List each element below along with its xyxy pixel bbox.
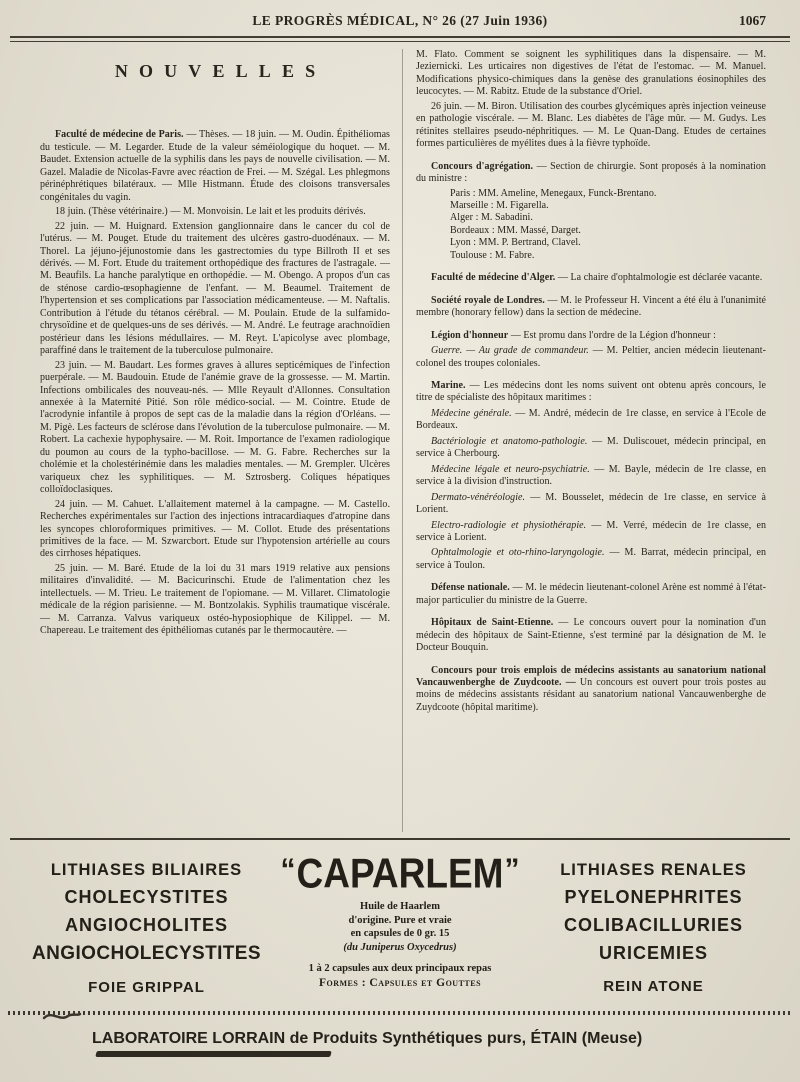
paragraph-text: — M. Bayle, médecin de 1re classe, en service à la division d'instruction. <box>416 463 767 488</box>
paragraph <box>416 464 766 489</box>
journal-title: LE PROGRÈS MÉDICAL, N° 26 (27 Juin 1936) <box>252 13 548 28</box>
paragraph <box>416 101 766 151</box>
left-column <box>40 49 403 832</box>
paragraph-lead: Médecine générale. <box>431 407 512 419</box>
laboratory-footer <box>0 1015 800 1057</box>
ad-indication: URICEMIES <box>598 943 708 963</box>
laboratory-line: LABORATOIRE LORRAIN de Produits Synthétiques purs, ÉTAIN (Meuse) <box>92 1030 643 1047</box>
ad-center <box>279 850 521 989</box>
paragraph <box>40 129 390 204</box>
paragraph <box>40 221 390 358</box>
paragraph <box>416 617 766 654</box>
paragraph <box>40 499 390 561</box>
paragraph-lead: Dermato-vénéréologie. <box>431 491 526 503</box>
ad-description-line: Huile de Haarlem <box>360 901 440 912</box>
paragraph-text: — M. Duliscouet, médecin principal, en service à Cherbourg. <box>416 435 766 460</box>
page-header <box>0 0 800 33</box>
footer-ornament <box>95 1051 331 1057</box>
ad-description <box>279 900 521 954</box>
paragraph <box>416 520 766 545</box>
paragraph <box>416 161 766 186</box>
paragraph <box>40 360 390 497</box>
article-columns <box>0 42 800 832</box>
right-paragraphs <box>416 49 766 714</box>
ad-right-indications <box>521 854 786 1002</box>
ad-indication: LITHIASES RENALES <box>560 861 747 879</box>
paragraph-text: — M. le Professeur H. Vincent a été élu à l'unanimité membre (honorary fellow) dans la section de médecine. <box>416 294 767 319</box>
paragraph-lead: Bactériologie et anatomo-pathologie. <box>431 435 588 447</box>
paragraph-text: Marseille : M. Figarella. <box>450 199 549 211</box>
paragraph-text: — Est promu dans l'ordre de la Légion d'honneur : <box>508 329 716 341</box>
flourish-ornament <box>42 1010 82 1022</box>
paragraph-text: 23 juin. — M. Baudart. Les formes graves à allures septicémiques de l'infection puerpérale. — M. Baudouin. Etude de l'anémie grave de la grossesse. — M. Martin. Infections ombilicales des nouveau-nés. — Mlle Reyault d'Allonnes. Consultation annexée à la Maternité Pitié. Son rôle médico-social. — M. Cointre. Etude de l'acrodynie infantile à propos de sept cas de la maladie dans la région d'Orléans. — M. Pigè. Les facteurs de sclérose dans l'évolution de la tuberculose pulmonaire. — M. Robert. La cachexie hypophysaire. — M. Roit. Importance de l'examen radiologique du poumon au cours de la typho-bacillose. — M. G. Fabre. Recherches sur la cholémie et la cholestérinémie dans les maladies mentales. — M. Grempler. Ulcères variqueux chez les syphilitiques. — M. Sztrosberg. Coliques hépatiques colloïdoclasiques. <box>40 359 390 496</box>
paragraph-lead: Concours pour trois emplois de médecins assistants au sanatorium national Vancauwenberghe de Zuydcoote. — <box>416 664 766 689</box>
paragraph-lead: Guerre. — Au grade de commandeur. <box>431 345 589 357</box>
paragraph <box>416 330 766 342</box>
paragraph <box>416 295 766 320</box>
paragraph-text: 26 juin. — M. Biron. Utilisation des courbes glycémiques après injection veineuse en pathologie viscérale. — M. Blanc. Les diabètes de l'âge mûr. — M. Gudys. Les rétinites stellaires pseudo-néphritiques. — M. Le Quan-Dang. Etudes de certaines formes particulières de myélites dues à la fièvre typhoïde. <box>416 100 766 150</box>
brand-name: CAPARLEM <box>296 850 504 897</box>
paragraph <box>416 49 766 99</box>
paragraph-lead: Ophtalmologie et oto-rhino-laryngologie. <box>431 547 605 559</box>
paragraph <box>416 665 766 715</box>
paragraph <box>416 492 766 517</box>
paragraph-lead: Défense nationale. <box>431 582 510 594</box>
section-title: NOUVELLES <box>114 61 327 81</box>
paragraph-text: Paris : MM. Ameline, Menegaux, Funck-Brentano. <box>450 187 657 199</box>
paragraph-text: — Les médecins dont les noms suivent ont obtenu après concours, le titre de spécialiste des hôpitaux maritimes : <box>416 379 766 404</box>
paragraph-text: — M. André, médecin de 1re classe, en service à l'Ecole de Bordeaux. <box>416 407 766 432</box>
paragraph-lead: Société royale de Londres. <box>431 294 545 306</box>
ad-indication: FOIE GRIPPAL <box>88 979 205 996</box>
brand-row <box>279 850 521 897</box>
paragraph-text: Toulouse : M. Fabre. <box>450 249 535 261</box>
ad-indication: ANGIOCHOLITES <box>64 915 228 935</box>
paragraph <box>416 345 766 370</box>
paragraph-text: 18 juin. (Thèse vétérinaire.) — M. Monvoisin. Le lait et les produits dérivés. <box>55 206 366 218</box>
right-column <box>403 49 766 832</box>
paragraph-text: — Le concours ouvert pour la nomination d'un médecin des hôpitaux de Saint-Etienne, s'est terminé par la désignation de M. le Docteur Bouquin. <box>416 617 766 654</box>
ad-dosage: 1 à 2 capsules aux deux principaux repas <box>308 963 492 974</box>
paragraph <box>416 380 766 405</box>
paragraph-text: — Section de chirurgie. Sont proposés à la nomination du ministre : <box>416 160 766 185</box>
ad-indication: LITHIASES BILIAIRES <box>50 861 243 879</box>
ad-description-line: d'origine. Pure et vraie <box>348 914 452 926</box>
paragraph-text: — M. Bousselet, médecin de 1re classe, en service à Lorient. <box>416 491 766 516</box>
paragraph <box>416 582 766 607</box>
paragraph-text: Alger : M. Sabadini. <box>450 212 533 224</box>
paragraph-text: — Thèses. — 18 juin. — M. Oudin. Épithéliomas du testicule. — M. Legarder. Etude de la valeur séméiologique du hoquet. — M. Baudet. Extension actuelle de la syphilis dans les pays de nouvelle civilisation. — M. Gazel. Maladie de Nicolas-Favre avec réaction de Frei. — M. Szégal. Les phlegmons périnéphrétiques bilatéraux. — Mlle Histmann. Étude des cloisons transversales congénitales du vagin. <box>40 129 390 203</box>
paragraph-text: 22 juin. — M. Huignard. Extension ganglionnaire dans le cancer du col de l'utérus. — M. Pouget. Etude du traitement des ulcères gastro-duodénaux. — M. Thorel. La jéjuno-jéjunostomie dans les gastrectomies du type Billroth II et ses dérivés. — M. Fort. Etude du traitement orthopédique des fractures de l'astragale. — M. Beaufils. La hanche paralytique en orthopédie. — M. Obengo. A propos d'un cas de sténose cardio-œsophagienne de l'enfant. — M. Beaumel. Traitement de l'hypertension et ses complications par l'association médicamenteuse. — M. Naftalis. Contribution à l'étude du tétanos cérébral. — M. Poulain. Etude de la sulfamido-chrysoïdine et de quelques-uns de ses dérivés. — M. André. Le feutrage arachnoïdien postérieur dans les lésions médullaires. — M. Reyt. L'apicolyse avec plombage, paraffiné dans le traitement de la tuberculose pulmonaire. <box>40 220 390 357</box>
paragraph-text: — La chaire d'ophtalmologie est déclarée vacante. <box>555 272 763 284</box>
paragraph-lead: Légion d'honneur <box>431 329 509 341</box>
paragraph-lead: Electro-radiologie et physiothérapie. <box>431 519 587 531</box>
paragraph-lead: Concours d'agrégation. <box>431 160 534 172</box>
ad-indication: REIN ATONE <box>603 978 704 995</box>
paragraph-text: M. Flato. Comment se soignent les syphilitiques dans la dispensaire. — M. Jeziernicki. Les urticaires non digestives de l'état de l'estomac. — M. Manuel. Modifications physico-chimiques dans la genèse des granulations éosinophiles des leucocytes. — M. Rabitz. Etude de la substance d'Oriel. <box>416 49 766 98</box>
paragraph-text: — M. Barrat, médecin principal, en service à Toulon. <box>416 547 766 571</box>
paragraph <box>416 547 766 572</box>
advertisement <box>0 840 800 1009</box>
ad-indication: PYELONEPHRITES <box>564 887 743 907</box>
paragraph <box>416 200 766 212</box>
paragraph <box>416 225 766 237</box>
paragraph-text: — M. le médecin lieutenant-colonel Arène est nommé à l'état-major particulier du ministre de la Guerre. <box>416 582 766 606</box>
paragraph <box>416 250 766 262</box>
ad-indication: ANGIOCHOLECYSTITES <box>32 943 261 964</box>
paragraph-text: Bordeaux : MM. Massé, Darget. <box>450 224 581 236</box>
ad-description-line: (du Juniperus Oxycedrus) <box>343 941 457 953</box>
paragraph-text: 25 juin. — M. Baré. Etude de la loi du 31 mars 1919 relative aux pensions militaires d'invalidité. — M. Bacicurinschi. Etude de l'alimentation chez les intellectuels. — M. Trieu. Le traitement de l'opiomane. — M. Villaret. Climatologie médicale de la région parisienne. — M. Bontzolakis. Syphilis traumatique viscérale. — M. Carranza. Valvus variqueux ostéo-hyposiophique de Kilippel. — M. Chapereau. Le traitement des épithéliomas cutanés par le thermocautère. — <box>40 562 390 637</box>
paragraph-lead: Faculté de médecine d'Alger. <box>431 272 556 284</box>
paragraph-text: — M. Verré, médecin de 1re classe, en service à Lorient. <box>416 519 766 543</box>
ad-forms: Formes : Capsules et Gouttes <box>318 977 482 989</box>
paragraph-lead: Médecine légale et neuro-psychiatrie. <box>431 463 590 475</box>
ad-indication: CHOLECYSTITES <box>64 887 229 907</box>
paragraph-text: Lyon : MM. P. Bertrand, Clavel. <box>450 237 581 249</box>
ad-description-line: en capsules de 0 gr. 15 <box>350 928 450 939</box>
paragraph <box>40 563 390 638</box>
paragraph <box>416 272 766 284</box>
paragraph <box>416 188 766 200</box>
paragraph <box>416 436 766 461</box>
paragraph-text: Un concours est ouvert pour trois postes au moins de médecins assistants résidant au sanatorium national Vancauwenberghe de Zuydcoote (hôpital maritime). <box>416 677 766 713</box>
paragraph <box>416 408 766 433</box>
left-paragraphs <box>40 129 390 637</box>
paragraph <box>416 237 766 249</box>
paragraph-lead: Marine. <box>431 379 466 391</box>
paragraph-text: 24 juin. — M. Cahuet. L'allaitement maternel à la campagne. — M. Castello. Recherches expérimentales sur l'action des injections intracardiaques d'atropine dans les syncopes chloroformiques primitives. — M. Collot. Etude des présentations primitives de la face. — M. Szwarcbort. Etude sur l'hypotension artérielle au cours des cirrhoses hépatiques. <box>40 498 390 560</box>
page-number: 1067 <box>739 13 766 28</box>
ad-indication: COLIBACILLURIES <box>564 915 743 935</box>
open-quote: “ <box>280 853 296 886</box>
close-quote: ” <box>504 853 520 886</box>
paragraph-lead: Faculté de médecine de Paris. <box>55 129 184 141</box>
paragraph <box>416 212 766 224</box>
paragraph <box>40 206 390 218</box>
paragraph-lead: Hôpitaux de Saint-Etienne. <box>431 617 554 629</box>
ad-left-indications <box>14 854 279 1003</box>
paragraph-text: — M. Peltier, ancien médecin lieutenant-colonel des troupes coloniales. <box>416 345 766 369</box>
